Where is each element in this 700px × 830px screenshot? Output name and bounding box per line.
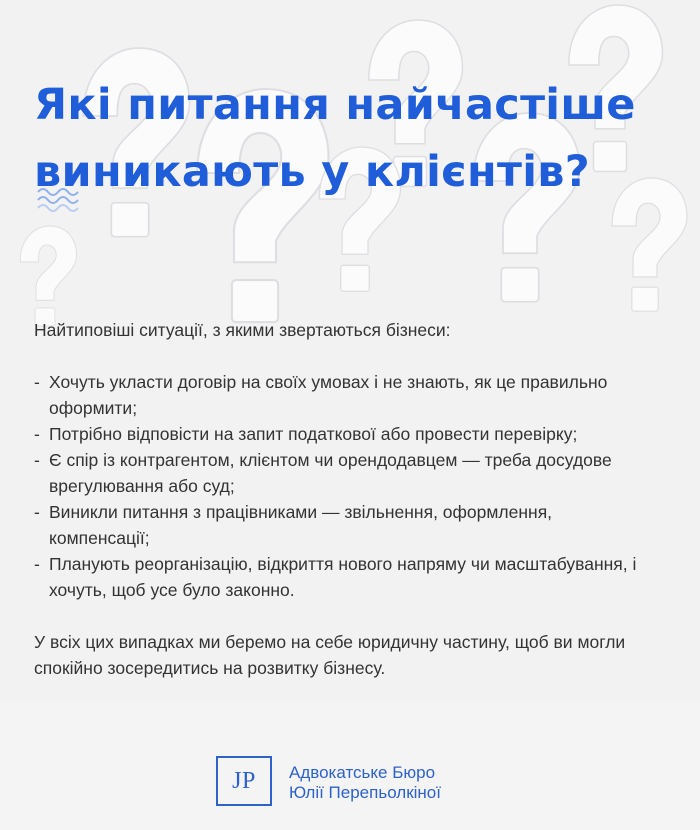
title-line-1: Які питання найчастіше xyxy=(34,80,636,130)
list-item: - Потрібно відповісти на запит податкової або провести перевірку; xyxy=(34,424,578,444)
list-item: - Виникли питання з працівниками — звільнення, оформлення, компенсації; xyxy=(34,502,553,548)
firm-name xyxy=(289,763,441,803)
list-item: - Хочуть укласти договір на своїх умовах і не знають, як це правильно оформити; xyxy=(34,372,608,418)
title-line-2: виникають у клієнтів? xyxy=(34,147,590,197)
list-item: - Планують реорганізацію, відкриття нового напряму чи масштабування, і хочуть, щоб усе було законно. xyxy=(34,554,637,600)
list-item: - Є спір із контрагентом, клієнтом чи орендодавцем — треба досудове врегулювання або суд; xyxy=(34,450,612,496)
firm-name-line-1: Адвокатське Бюро xyxy=(289,763,436,782)
firm-name-line-2: Юлії Перепьолкіної xyxy=(289,783,441,802)
page-title xyxy=(34,72,674,206)
logo: JP xyxy=(216,756,272,806)
closing-text: У всіх цих випадках ми беремо на себе юридичну частину, щоб ви могли спокійно зосередитись на розвитку бізнесу. xyxy=(34,632,626,678)
question-mark-icon xyxy=(20,226,76,326)
main-content xyxy=(34,317,654,681)
wave-icon xyxy=(36,182,84,212)
situations-list xyxy=(34,369,654,603)
intro-text: Найтиповіші ситуації, з якими звертаються бізнеси: xyxy=(34,320,451,340)
footer xyxy=(0,700,700,830)
